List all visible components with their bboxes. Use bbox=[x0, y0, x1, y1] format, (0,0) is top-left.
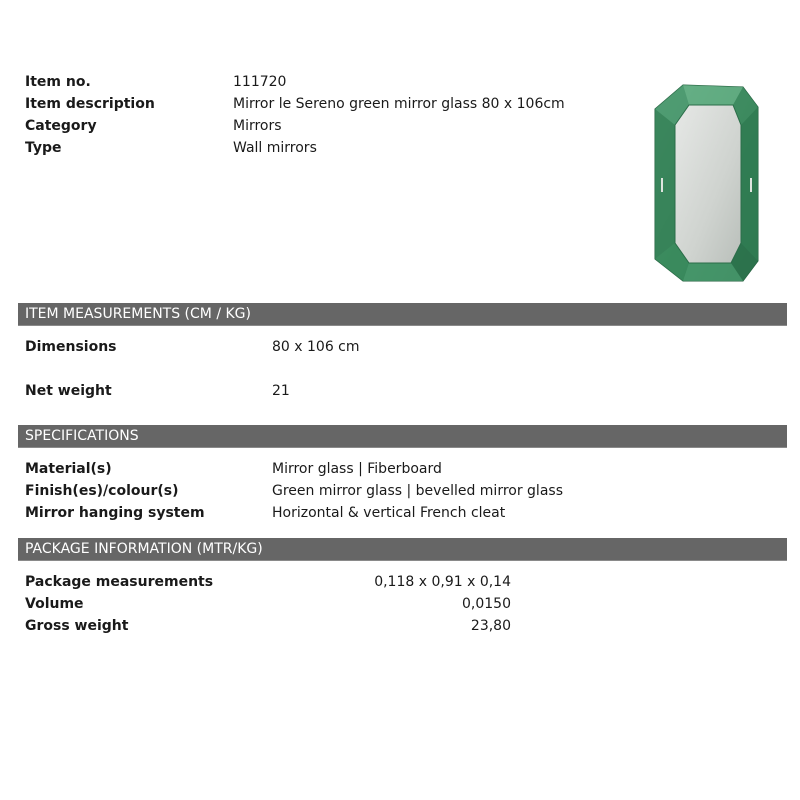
item-no-value: 111720 bbox=[233, 74, 287, 90]
dimensions-value: 80 x 106 cm bbox=[272, 339, 360, 355]
dimensions-label: Dimensions bbox=[25, 339, 117, 355]
category-label: Category bbox=[25, 118, 97, 134]
item-description-value: Mirror le Sereno green mirror glass 80 x 106cm bbox=[233, 96, 565, 112]
net-weight-value: 21 bbox=[272, 383, 290, 399]
package-measurements-label: Package measurements bbox=[25, 574, 214, 590]
type-label: Type bbox=[25, 140, 62, 156]
hanging-system-value: Horizontal & vertical French cleat bbox=[272, 505, 506, 521]
item-description-label: Item description bbox=[25, 96, 155, 112]
volume-label: Volume bbox=[25, 596, 84, 612]
finish-label: Finish(es)/colour(s) bbox=[25, 483, 179, 499]
category-value: Mirrors bbox=[233, 118, 282, 134]
gross-weight-value: 23,80 bbox=[470, 618, 511, 634]
package-information-header bbox=[18, 538, 787, 561]
materials-label: Material(s) bbox=[25, 461, 112, 477]
type-value: Wall mirrors bbox=[233, 140, 317, 156]
specifications-title: SPECIFICATIONS bbox=[25, 428, 139, 444]
specifications-header bbox=[18, 425, 787, 448]
product-image bbox=[653, 83, 760, 283]
gross-weight-label: Gross weight bbox=[25, 618, 129, 634]
item-measurements-header bbox=[18, 303, 787, 326]
net-weight-label: Net weight bbox=[25, 383, 112, 399]
materials-value: Mirror glass | Fiberboard bbox=[272, 461, 442, 477]
finish-value: Green mirror glass | bevelled mirror glass bbox=[272, 483, 563, 499]
hanging-system-label: Mirror hanging system bbox=[25, 505, 205, 521]
item-no-label: Item no. bbox=[25, 74, 91, 90]
package-information-title: PACKAGE INFORMATION (MTR/KG) bbox=[25, 541, 263, 557]
item-measurements-title: ITEM MEASUREMENTS (CM / KG) bbox=[25, 306, 251, 322]
package-measurements-value: 0,118 x 0,91 x 0,14 bbox=[374, 574, 511, 590]
volume-value: 0,0150 bbox=[462, 596, 511, 612]
